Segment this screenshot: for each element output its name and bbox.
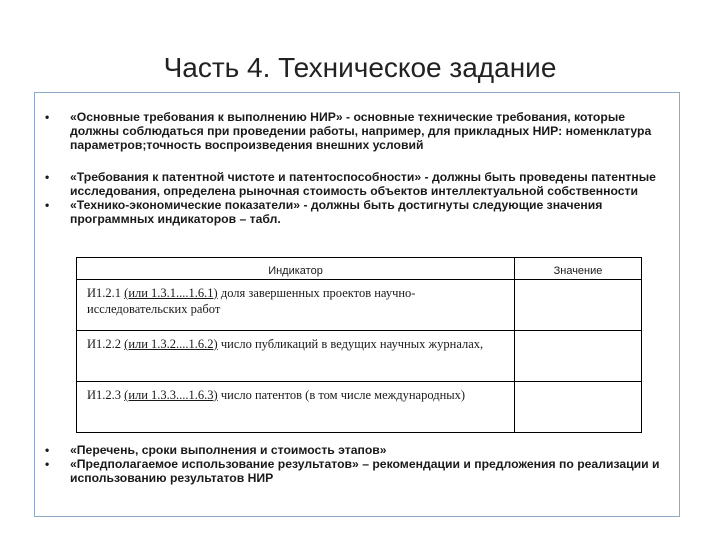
bullet-list-top [0, 110, 720, 152]
bullet-item [0, 170, 670, 198]
table-row [77, 382, 642, 433]
indicator-text: число публикаций в ведущих научных журналах, [217, 337, 484, 351]
bullet-marker: • [45, 110, 50, 124]
table-row [77, 280, 642, 331]
bullet-marker: • [45, 457, 50, 471]
indicator-ref: (или 1.3.2....1.6.2) [124, 337, 218, 351]
bullet-text: «Технико-экономические показатели» - должны быть достигнуты следующие значения программных индикаторов – табл. [70, 198, 603, 226]
bullet-text: «Перечень, сроки выполнения и стоимость этапов» [70, 443, 387, 457]
bullet-text: «Требования к патентной чистоте и патентоспособности» - должны быть проведены патентные исследования, определена рыночная стоимость объектов интеллектуальной собственности [70, 170, 656, 198]
indicator-code: И1.2.3 [87, 388, 122, 402]
bullet-item [0, 443, 670, 457]
indicator-cell [77, 280, 515, 331]
indicator-text: доля завершенных проектов научно-исследовательских работ [87, 286, 416, 316]
value-cell [515, 331, 642, 382]
indicator-cell [77, 331, 515, 382]
bullet-marker: • [45, 198, 50, 212]
indicator-ref: (или 1.3.3....1.6.3) [124, 388, 218, 402]
bullet-item [0, 457, 670, 485]
indicator-ref: (или 1.3.1....1.6.1) [124, 286, 218, 300]
indicator-code: И1.2.2 [87, 337, 122, 351]
table-row [77, 331, 642, 382]
table-header-row [77, 258, 642, 280]
bullet-text: «Основные требования к выполнению НИР» - основные технические требования, которые должны соблюдаться при проведении работы, например, для прикладных НИР: номенклатура параметров;точность воспроизведения внешних условий [70, 110, 652, 152]
bullet-marker: • [45, 443, 50, 457]
indicators-table [76, 257, 642, 433]
value-cell [515, 280, 642, 331]
bullet-text: «Предполагаемое использование результатов» – рекомендации и предложения по реализации и использованию результатов НИР [70, 457, 660, 485]
bullet-item [0, 198, 670, 226]
value-cell [515, 382, 642, 433]
indicator-code: И1.2.1 [87, 286, 122, 300]
bullet-item [0, 110, 670, 152]
page-title: Часть 4. Техническое задание [163, 52, 557, 83]
bullet-list-middle [0, 170, 720, 226]
indicator-cell [77, 382, 515, 433]
indicator-text: число патентов (в том числе международных) [217, 388, 466, 402]
header-value: Значение [515, 258, 642, 280]
bullet-list-bottom [0, 443, 720, 485]
bullet-marker: • [45, 170, 50, 184]
header-indicator: Индикатор [77, 258, 515, 280]
